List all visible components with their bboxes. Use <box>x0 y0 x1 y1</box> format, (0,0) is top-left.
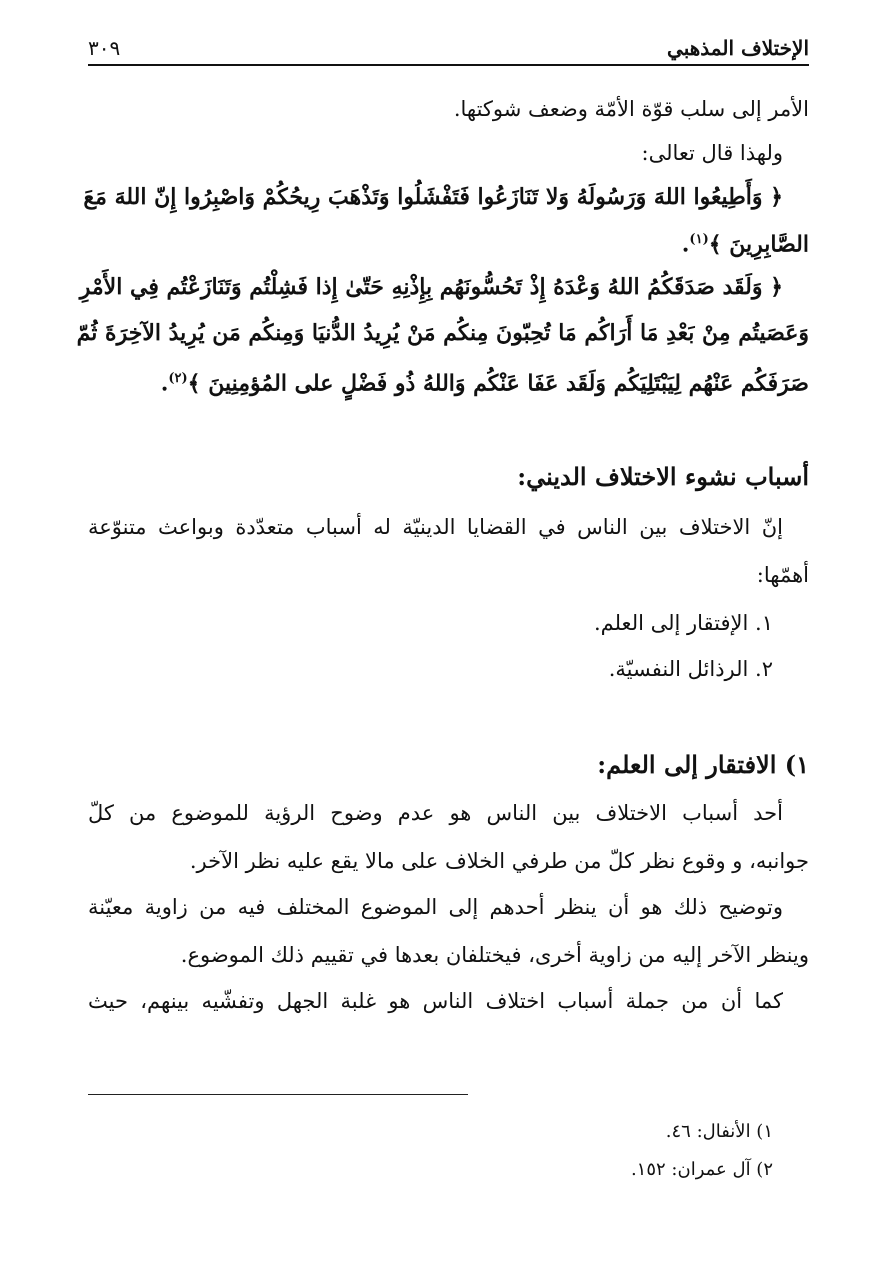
verse-text: صَرَفَكُم عَنْهُم لِيَبْتَلِيَكُم وَلَقَد عَفَا عَنْكُم وَاللهُ ذُو فَضْلٍ على المُؤمِنِينَ ﴾ <box>187 370 809 397</box>
verse-line: وَعَصَيتُم مِنْ بَعْدِ مَا أَرَاكُم مَا تُحِبّونَ مِنكُم مَنْ يُرِيدُ الدُّنيَا وَمِنكُم مَن يُرِيدُ الآخِرَةَ ثُمّ <box>76 320 809 346</box>
paragraph-line: أهمّها: <box>756 563 809 587</box>
section-heading: ١) الافتقار إلى العلم: <box>597 750 809 779</box>
verse-line: الصَّابِرِينَ ﴾$^{(١)}$. <box>681 231 809 258</box>
paragraph-line: إنّ الاختلاف بين الناس في القضايا الدينيّة له أسباب متعدّدة وبواعث متنوّعة <box>88 515 783 539</box>
page-number: ٣٠٩ <box>88 36 121 60</box>
list-item: ١. الإفتقار إلى العلم. <box>593 611 773 635</box>
footnote: ٢) آل عمران: ١٥٢. <box>630 1159 773 1180</box>
footnote-separator <box>88 1094 468 1095</box>
list-item: ٢. الرذائل النفسيّة. <box>608 657 773 681</box>
verse-text: الصَّابِرِينَ ﴾ <box>708 231 809 258</box>
verse-line: ﴿ وَأَطِيعُوا اللهَ وَرَسُولَهُ وَلا تَنَازَعُوا فَتَفْشَلُوا وَتَذْهَبَ رِيحُكُمْ وَاصْبِرُوا إِنّ اللهَ مَعَ <box>83 184 783 210</box>
paragraph-line: جوانبه، و وقوع نظر كلّ من طرفي الخلاف على مالا يقع عليه نظر الآخر. <box>189 849 809 873</box>
verse-line: صَرَفَكُم عَنْهُم لِيَبْتَلِيَكُم وَلَقَد عَفَا عَنْكُم وَاللهُ ذُو فَضْلٍ على المُؤمِنِينَ ﴾$^{(٢)}$. <box>160 370 809 397</box>
verse-line: ﴿ وَلَقَد صَدَقَكُمُ اللهُ وَعْدَهُ إِذْ تَحُسُّونَهُم بِإِذْنِهِ حَتّىٰ إِذا فَشِلْتُم وَتَنَازَعْتُم فِي الأَمْرِ <box>79 274 783 300</box>
paragraph-line: الأمر إلى سلب قوّة الأمّة وضعف شوكتها. <box>453 97 809 121</box>
paragraph-line: وينظر الآخر إليه من زاوية أخرى، فيختلفان بعدها في تقييم ذلك الموضوع. <box>180 943 809 967</box>
footnote-ref: (٢) <box>168 371 188 386</box>
page-header <box>88 30 809 66</box>
paragraph-line: ولهذا قال تعالى: <box>641 141 783 165</box>
section-heading: أسباب نشوء الاختلاف الديني: <box>517 462 809 491</box>
paragraph-line: وتوضيح ذلك هو أن ينظر أحدهم إلى الموضوع المختلف فيه من زاوية معيّنة <box>88 895 783 919</box>
header-title: الإختلاف المذهبي <box>667 36 809 60</box>
footnote: ١) الأنفال: ٤٦. <box>665 1121 773 1142</box>
paragraph-line: أحد أسباب الاختلاف بين الناس هو عدم وضوح الرؤية للموضوع من كلّ <box>88 801 783 825</box>
footnote-ref: (١) <box>689 232 709 247</box>
paragraph-line: كما أن من جملة أسباب اختلاف الناس هو غلبة الجهل وتفشّيه بينهم، حيث <box>88 989 783 1013</box>
